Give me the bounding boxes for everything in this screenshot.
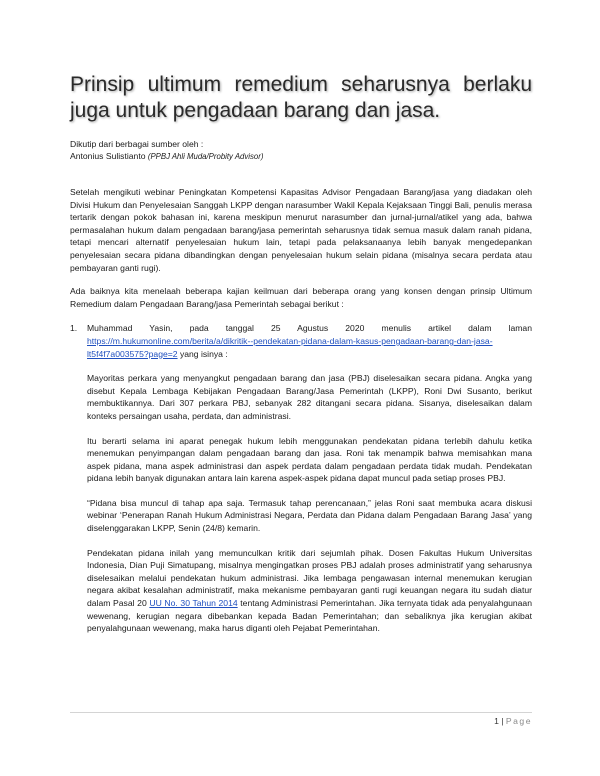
source-line: Dikutip dari berbagai sumber oleh : [70,139,204,149]
item-text-after: yang isinya : [179,348,228,359]
list-content [87,322,532,646]
page-label: Page [505,716,532,726]
footer-divider [70,712,532,713]
quote-paragraph-1: Mayoritas perkara yang menyangkut pengadaan barang dan jasa (PBJ) diselesaikan secara pidana. Angka yang disebut Kepala Lembaga Kebijakan Pengadaan Barang/Jasa Pemerintah (LKPP), Roni Dwi Susanto, berikut membuktikannya. Dari 307 perkara PBJ, sebanyak 282 ditangani secara pidana. Sisanya, diselesaikan dalam konteks persaingan usaha, perdata, dan administrasi. [87,373,532,421]
footer-separator: | [501,716,504,726]
author-line [70,150,532,163]
source-block [70,138,532,163]
article-link[interactable]: https://m.hukumonline.com/berita/a/dikritik--pendekatan-pidana-dalam-kasus-pengadaan-barang-dan-jasa-lt5f4f7a003575?page=2 [87,335,493,359]
quote-p4-before: Pendekatan pidana inilah yang memunculkan kritik dari sejumlah pihak. Dosen Fakultas Hukum Universitas Indonesia, Dian Puji Simatupang, misalnya mengingatkan proses PBJ adalah proses administratif yang seharusnya diselesaikan melalui pendekatan hukum administrasi. Jika lembaga pengawasan internal menemukan kerugian negara akibat kesalahan administratif, maka mekanisme pembayaran ganti rugi keuangan negara itu sudah diatur dalam Pasal 20 [87,547,532,609]
lead-paragraph: Ada baiknya kita menelaah beberapa kajian keilmuan dari beberapa orang yang konsen dengan prinsip Ultimum Remedium dalam Pengadaan Barang/jasa Pemerintah sebagai berikut : [70,286,532,309]
quote-paragraph-3: “Pidana bisa muncul di tahap apa saja. Termasuk tahap perencanaan,” jelas Roni saat membuka acara diskusi webinar ‘Penerapan Ranah Hukum Administrasi Negara, Perdata dan Pidana dalam Pengadaan Barang Jasa’ yang diselenggarakan LKPP, Senin (24/8) kemarin. [87,497,532,534]
quote-paragraph-4 [87,547,532,635]
intro-paragraph: Setelah mengikuti webinar Peningkatan Kompetensi Kapasitas Advisor Pengadaan Barang/jasa yang diadakan oleh Divisi Hukum dan Penyelesaian Sanggah LKPP dengan narasumber Wakil Kepala Kejaksaan Tinggi Bali, penulis merasa tertarik dengan pokok bahasan ini, karena meskipun menurut narasumber dan jurnal-jurnal/atikel yang ada, bahwa permasalahan hukum dalam pengadaan barang/jasa pemerintah seharusnya tidak semua masuk dalam ranah pidana, tetapi mencari alternatif penyelesaian hukum lain, tetapi pada pelaksanaanya lebih banyak mengedepankan penyelesaian secara pidana dibandingkan dengan penyelesaian hukum selain pidana (misalnya secara perdata atau pembayaran ganti rugi). [70,187,532,273]
author-name: Antonius Sulistianto [70,151,146,161]
page-footer [494,716,532,726]
author-role: (PPBJ Ahli Muda/Probity Advisor) [147,152,264,161]
quote-p4-after: tentang Administrasi Pemerintahan. Jika ternyata tidak ada penyalahgunaan wewenang, kerugian negara dibebankan kepada Badan Pemerintahan; dan sebaliknya jika kerugian akibat penyalahgunaan wewenang, maka harus diganti oleh Pejabat Pemerintahan. [87,598,532,634]
page-number: 1 [494,716,499,726]
item-text-before: Muhammad Yasin, pada tanggal 25 Agustus 2020 menulis artikel dalam laman [87,323,532,334]
document-title: Prinsip ultimum remedium seharusnya berlaku juga untuk pengadaan barang dan jasa. [70,73,532,122]
document-body [70,186,532,647]
list-number: 1. [70,323,78,334]
quote-paragraph-2: Itu berarti selama ini aparat penegak hukum lebih menggunakan pendekatan pidana terlebih dahulu ketika menemukan penyimpangan dalam pengadaan barang dan jasa. Roni tak menampik bahwa memisahkan mana aspek pidana, mana aspek administrasi dan aspek perdata dalam pengadaan perdata tidak mudah. Pendekatan pidana lebih banyak digunakan antara lain karena aspek-aspek pidana dapat muncul pada setiap proses PBJ. [87,435,532,484]
list-item [70,322,532,646]
item-intro [87,322,532,360]
law-link[interactable]: UU No. 30 Tahun 2014 [149,598,238,609]
quote-block [87,372,532,635]
